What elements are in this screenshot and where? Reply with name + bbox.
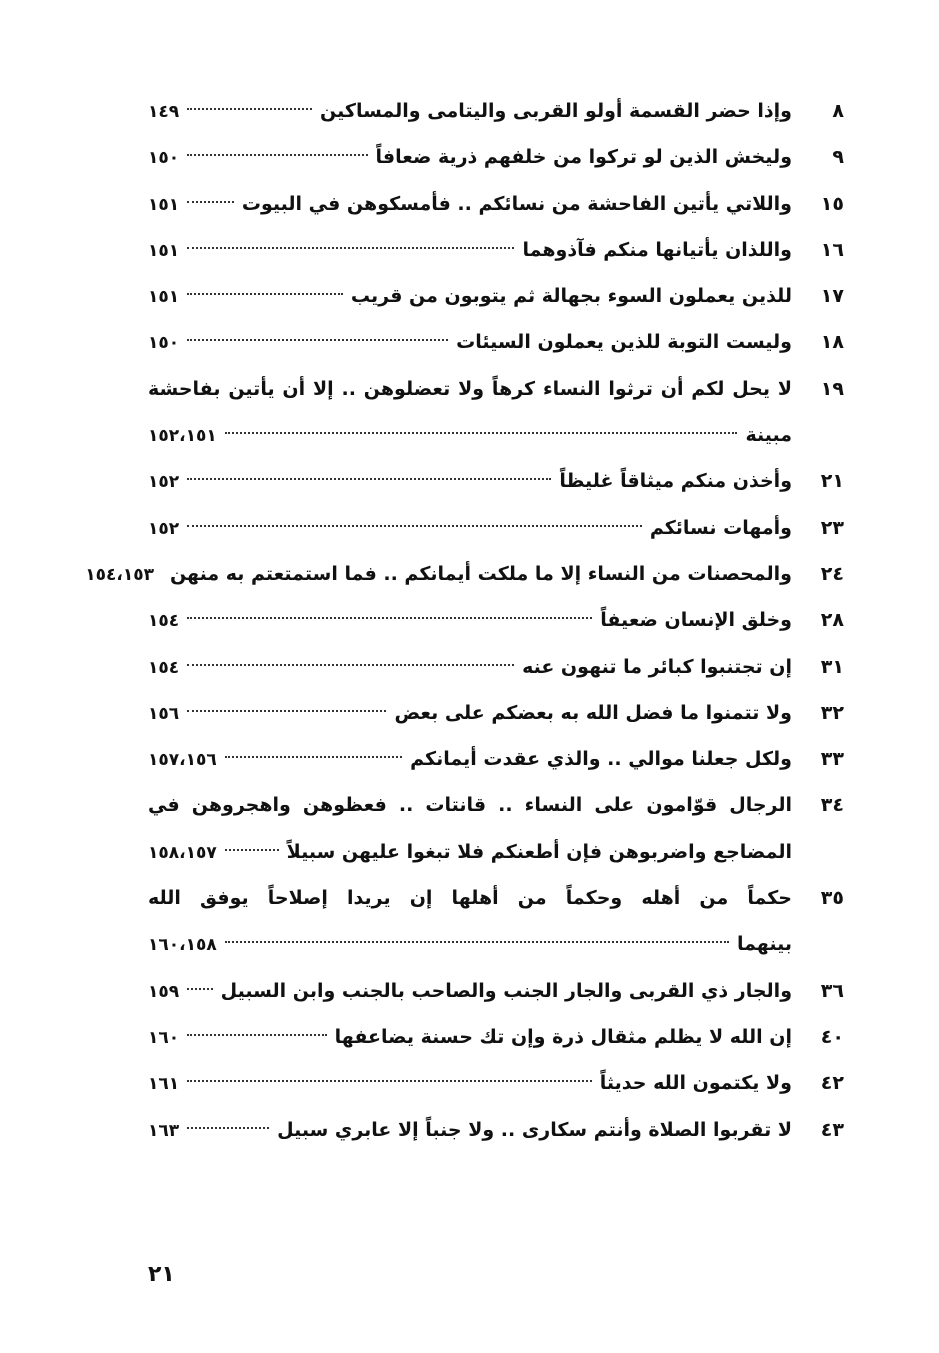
verse-number: ١٥	[820, 192, 844, 215]
verse-text: إن الله لا يظلم مثقال ذرة وإن تك حسنة يضاعفها	[334, 1025, 792, 1048]
entry-body	[148, 736, 792, 782]
entry-body	[148, 227, 792, 273]
entry-body	[148, 505, 792, 551]
index-entry	[148, 273, 848, 319]
verse-text: وليخش الذين لو تركوا من خلفهم ذرية ضعافاً	[375, 146, 792, 169]
verse-number: ٤٢	[820, 1072, 844, 1095]
entry-body	[148, 1107, 792, 1153]
index-entry	[148, 88, 848, 134]
verse-text: وأمهات نسائكم	[649, 516, 792, 539]
dot-leader	[187, 108, 312, 110]
entry-line	[148, 597, 792, 643]
entry-body	[148, 1014, 792, 1060]
entry-line	[85, 551, 792, 597]
entry-line	[148, 921, 792, 967]
dot-leader	[187, 710, 386, 712]
dot-leader	[187, 247, 514, 249]
dot-leader	[225, 941, 729, 943]
dot-leader	[187, 988, 213, 990]
verse-number: ٣٣	[820, 748, 844, 771]
dot-leader	[187, 617, 592, 619]
page-reference: ١٦١	[148, 1074, 180, 1095]
entry-body	[148, 181, 792, 227]
page-reference: ١٥٢	[148, 472, 180, 493]
index-entry	[148, 1014, 848, 1060]
verse-number: ١٨	[820, 331, 844, 354]
verse-index-table	[85, 88, 848, 1153]
verse-number: ٤٣	[820, 1118, 844, 1141]
verse-number: ٢١	[820, 470, 844, 493]
entry-body	[148, 134, 792, 180]
verse-text: لا يحل لكم أن ترثوا النساء كرهاً ولا تعضلوهن .. إلا أن يأتين بفاحشة	[148, 377, 792, 400]
dot-leader	[187, 293, 343, 295]
entry-line	[148, 644, 792, 690]
dot-leader	[187, 1034, 327, 1036]
dot-leader	[225, 432, 738, 434]
entry-line	[148, 181, 792, 227]
verse-number: ٣٢	[820, 701, 844, 724]
verse-text: وليست التوبة للذين يعملون السيئات	[456, 331, 792, 354]
entry-line	[148, 1060, 792, 1106]
dot-leader	[225, 849, 279, 851]
verse-text: واللذان يأتيانها منكم فآذوهما	[522, 238, 792, 261]
entry-body	[148, 458, 792, 504]
page-reference: ١٥١	[148, 287, 180, 308]
dot-leader	[187, 1080, 592, 1082]
dot-leader	[187, 1127, 269, 1129]
entry-body	[148, 1060, 792, 1106]
index-entry	[148, 366, 848, 459]
verse-number: ٣٤	[820, 794, 844, 817]
entry-line	[148, 366, 792, 412]
entry-line	[148, 505, 792, 551]
dot-leader	[187, 525, 642, 527]
dot-leader	[187, 664, 514, 666]
verse-text: الرجال قوّامون على النساء .. قانتات .. فعظوهن واهجروهن في	[148, 794, 792, 817]
verse-number: ٣٥	[820, 887, 844, 910]
verse-number: ١٩	[820, 377, 844, 400]
verse-text: وإذا حضر القسمة أولو القربى واليتامى والمساكين	[320, 100, 792, 122]
entry-body	[148, 875, 792, 968]
index-entry	[148, 458, 848, 504]
verse-text: وأخذن منكم ميثاقاً غليظاً	[559, 470, 792, 493]
entry-line	[148, 319, 792, 365]
index-entry	[148, 690, 848, 736]
page-reference: ١٦٠،١٥٨	[148, 935, 217, 956]
entry-body	[85, 551, 792, 597]
page-reference: ١٥٤،١٥٣	[85, 564, 154, 585]
page-reference: ١٥١	[148, 240, 180, 261]
entry-line	[148, 736, 792, 782]
page-reference: ١٥٤	[148, 611, 180, 632]
index-entry	[148, 736, 848, 782]
verse-text: إن تجتنبوا كبائر ما تنهون عنه	[522, 655, 792, 678]
entry-body	[148, 88, 792, 134]
entry-body	[148, 782, 792, 875]
verse-number: ١٧	[820, 285, 844, 308]
entry-line	[148, 134, 792, 180]
entry-line	[148, 968, 792, 1014]
page-reference: ١٥٠	[148, 333, 180, 354]
page-reference: ١٥٧،١٥٦	[148, 750, 217, 771]
verse-text: والمحصنات من النساء إلا ما ملكت أيمانكم .. فما استمتعتم به منهن	[169, 562, 792, 585]
entry-line	[148, 1014, 792, 1060]
entry-line	[148, 412, 792, 458]
page-reference: ١٥٩	[148, 981, 180, 1002]
index-entry	[148, 875, 848, 968]
index-entry	[148, 644, 848, 690]
entry-line	[148, 875, 792, 921]
index-entry	[85, 551, 848, 597]
verse-number: ٨	[832, 100, 844, 122]
index-entry	[148, 1107, 848, 1153]
verse-number: ١٦	[820, 238, 844, 261]
index-entry	[148, 968, 848, 1014]
verse-text: مبينة	[745, 424, 792, 447]
page-reference: ١٥١	[148, 194, 180, 215]
verse-number: ٣١	[820, 655, 844, 678]
verse-text: والجار ذي القربى والجار الجنب والصاحب بالجنب وابن السبيل	[220, 979, 792, 1002]
entry-body	[148, 597, 792, 643]
entry-line	[148, 782, 792, 828]
page-reference: ١٥٤	[148, 657, 180, 678]
entry-body	[148, 968, 792, 1014]
index-entry	[148, 505, 848, 551]
entry-body	[148, 319, 792, 365]
page-reference: ١٦٠	[148, 1027, 180, 1048]
verse-number: ٢٤	[820, 562, 844, 585]
entry-line	[148, 458, 792, 504]
dot-leader	[187, 154, 367, 156]
entry-body	[148, 366, 792, 459]
dot-leader	[187, 201, 234, 203]
verse-text: ولا يكتمون الله حديثاً	[599, 1072, 792, 1095]
verse-number: ٩	[832, 146, 844, 169]
page-reference: ١٥٢	[148, 518, 180, 539]
entry-body	[148, 273, 792, 319]
entry-line	[148, 88, 792, 134]
index-entry	[148, 319, 848, 365]
verse-text: حكماً من أهله وحكماً من أهلها إن يريدا إصلاحاً يوفق الله	[148, 887, 792, 910]
verse-text: وخلق الإنسان ضعيفاً	[600, 609, 792, 632]
verse-text: ولا تتمنوا ما فضل الله به بعضكم على بعض	[394, 701, 792, 724]
page-reference: ١٥٦	[148, 703, 180, 724]
page-number: ٢١	[148, 1262, 175, 1287]
entry-line	[148, 690, 792, 736]
verse-text: ولكل جعلنا موالي .. والذي عقدت أيمانكم	[410, 748, 792, 771]
verse-number: ٢٣	[820, 516, 844, 539]
index-entry	[148, 227, 848, 273]
index-entry	[148, 134, 848, 180]
page-reference: ١٥٢،١٥١	[148, 426, 217, 447]
entry-body	[148, 644, 792, 690]
dot-leader	[187, 339, 448, 341]
entry-line	[148, 829, 792, 875]
dot-leader	[187, 478, 551, 480]
verse-number: ٤٠	[820, 1025, 844, 1048]
entry-line	[148, 227, 792, 273]
dot-leader	[225, 756, 402, 758]
verse-text: لا تقربوا الصلاة وأنتم سكارى .. ولا جنباً إلا عابري سبيل	[277, 1118, 792, 1141]
verse-text: للذين يعملون السوء بجهالة ثم يتوبون من قريب	[350, 285, 792, 308]
entry-line	[148, 1107, 792, 1153]
index-entry	[148, 597, 848, 643]
entry-line	[148, 273, 792, 319]
index-entry	[148, 181, 848, 227]
page-reference: ١٦٣	[148, 1120, 180, 1141]
verse-number: ٣٦	[820, 979, 844, 1002]
page-reference: ١٥٨،١٥٧	[148, 842, 217, 863]
page-reference: ١٤٩	[148, 102, 180, 122]
index-entry	[148, 1060, 848, 1106]
index-entry	[148, 782, 848, 875]
verse-text: واللاتي يأتين الفاحشة من نسائكم .. فأمسكوهن في البيوت	[241, 192, 792, 215]
verse-text: المضاجع واضربوهن فإن أطعنكم فلا تبغوا عليهن سبيلاً	[286, 840, 792, 863]
verse-number: ٢٨	[820, 609, 844, 632]
verse-text: بينهما	[736, 933, 792, 956]
entry-body	[148, 690, 792, 736]
page-reference: ١٥٠	[148, 148, 180, 169]
